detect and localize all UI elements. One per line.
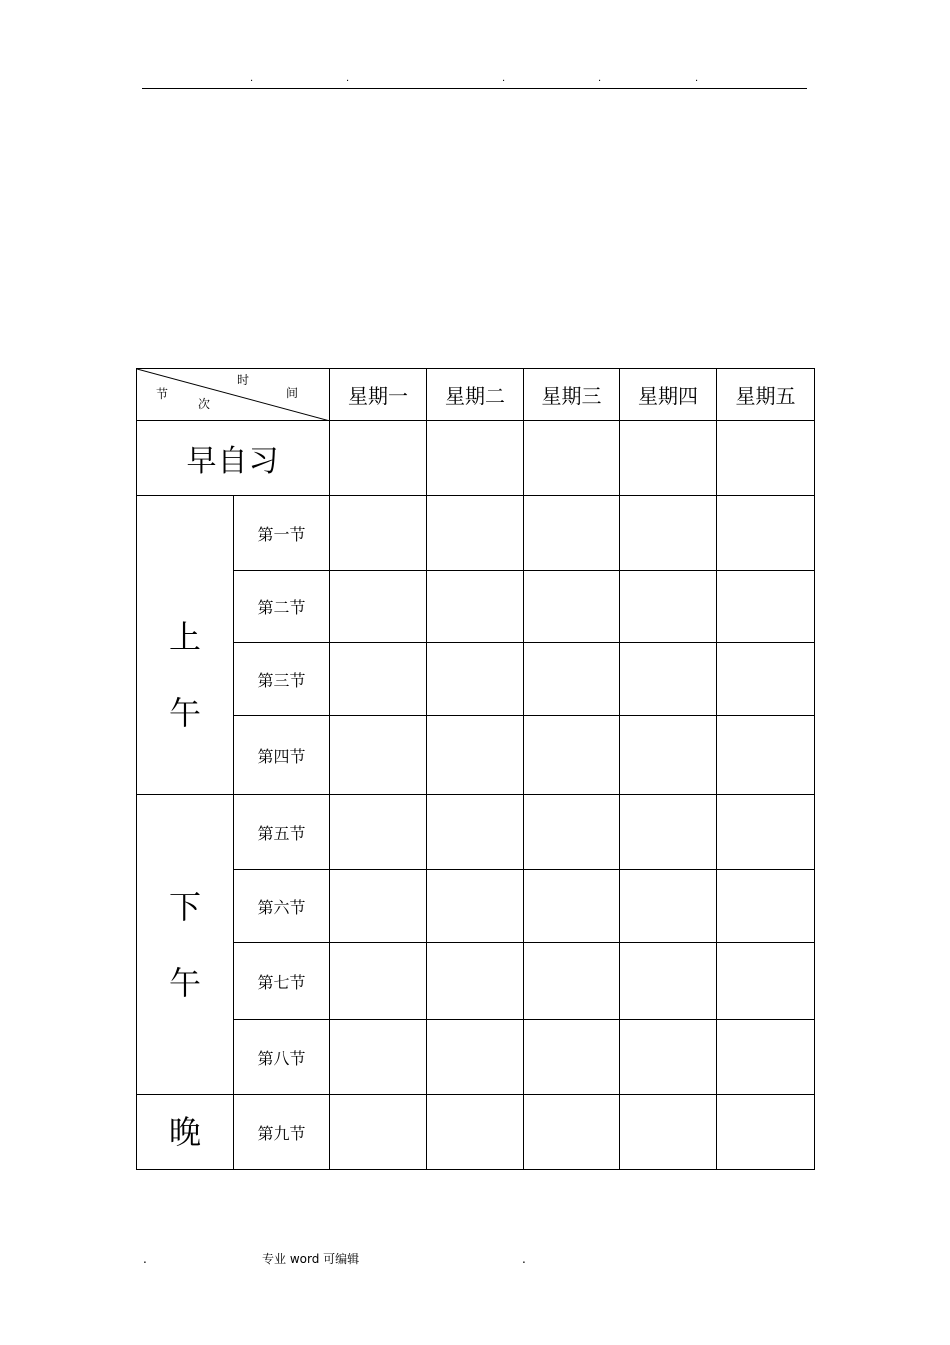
- period-row: [137, 795, 815, 870]
- morning-group-label: [137, 496, 234, 795]
- header-dot: .: [695, 73, 699, 84]
- schedule-cell[interactable]: [427, 870, 524, 943]
- period-label: 第五节: [234, 795, 330, 870]
- period-row: [137, 870, 815, 943]
- schedule-cell[interactable]: [717, 421, 815, 496]
- schedule-cell[interactable]: [330, 421, 427, 496]
- schedule-cell[interactable]: [717, 1020, 815, 1095]
- period-label: 第八节: [234, 1020, 330, 1095]
- schedule-cell[interactable]: [427, 571, 524, 643]
- schedule-cell[interactable]: [620, 643, 717, 716]
- period-label: 第四节: [234, 716, 330, 795]
- schedule-cell[interactable]: [620, 421, 717, 496]
- schedule-cell[interactable]: [330, 643, 427, 716]
- schedule-cell[interactable]: [524, 870, 620, 943]
- footer-left-dot: .: [143, 1252, 147, 1266]
- schedule-cell[interactable]: [427, 496, 524, 571]
- schedule-cell[interactable]: [620, 870, 717, 943]
- period-row: [137, 1095, 815, 1170]
- schedule-cell[interactable]: [427, 421, 524, 496]
- period-row: [137, 571, 815, 643]
- period-label: 第九节: [234, 1095, 330, 1170]
- morning-study-row: [137, 421, 815, 496]
- evening-group-label: [137, 1095, 234, 1170]
- group-char: 下: [168, 887, 201, 926]
- period-row: [137, 496, 815, 571]
- corner-section-char: 次: [198, 397, 211, 411]
- schedule-cell[interactable]: [524, 496, 620, 571]
- period-label: 第七节: [234, 943, 330, 1020]
- schedule-cell[interactable]: [330, 943, 427, 1020]
- schedule-cell[interactable]: [524, 795, 620, 870]
- schedule-cell[interactable]: [330, 795, 427, 870]
- period-row: [137, 716, 815, 795]
- schedule-cell[interactable]: [620, 716, 717, 795]
- header-row: [137, 369, 815, 421]
- schedule-cell[interactable]: [717, 870, 815, 943]
- schedule-cell[interactable]: [717, 795, 815, 870]
- schedule-cell[interactable]: [620, 1020, 717, 1095]
- day-header: 星期一: [330, 369, 427, 421]
- period-label: 第六节: [234, 870, 330, 943]
- schedule-cell[interactable]: [427, 943, 524, 1020]
- schedule-cell[interactable]: [620, 943, 717, 1020]
- corner-time-char: 间: [286, 386, 299, 400]
- schedule-cell[interactable]: [524, 643, 620, 716]
- corner-cell: [137, 369, 330, 421]
- corner-time-char: 时: [237, 373, 250, 387]
- schedule-cell[interactable]: [717, 571, 815, 643]
- schedule-cell[interactable]: [427, 795, 524, 870]
- schedule-cell[interactable]: [427, 643, 524, 716]
- header-dot: .: [598, 73, 602, 84]
- schedule-cell[interactable]: [524, 1020, 620, 1095]
- period-label: 第三节: [234, 643, 330, 716]
- header-dot: .: [346, 73, 350, 84]
- schedule-cell[interactable]: [330, 496, 427, 571]
- schedule-cell[interactable]: [427, 716, 524, 795]
- day-header: 星期二: [427, 369, 524, 421]
- group-char: 上: [168, 618, 201, 656]
- schedule-cell[interactable]: [620, 795, 717, 870]
- group-char: 午: [168, 694, 201, 732]
- period-row: [137, 643, 815, 716]
- schedule-cell[interactable]: [717, 643, 815, 716]
- schedule-cell[interactable]: [524, 421, 620, 496]
- group-char: 晚: [168, 1113, 201, 1151]
- footer-text: 专业 word 可编辑: [262, 1252, 360, 1266]
- day-header: 星期三: [524, 369, 620, 421]
- schedule-cell[interactable]: [620, 496, 717, 571]
- day-header: 星期五: [717, 369, 815, 421]
- schedule-cell[interactable]: [524, 1095, 620, 1170]
- schedule-cell[interactable]: [524, 716, 620, 795]
- schedule-cell[interactable]: [427, 1020, 524, 1095]
- schedule-cell[interactable]: [524, 571, 620, 643]
- afternoon-group-label: [137, 795, 234, 1095]
- schedule-cell[interactable]: [330, 1020, 427, 1095]
- morning-study-label: 早自习: [137, 421, 330, 496]
- header-dot: .: [502, 73, 506, 84]
- day-header: 星期四: [620, 369, 717, 421]
- schedule-cell[interactable]: [524, 943, 620, 1020]
- group-char: 午: [168, 963, 201, 1002]
- schedule-cell[interactable]: [620, 1095, 717, 1170]
- schedule-cell[interactable]: [427, 1095, 524, 1170]
- period-row: [137, 1020, 815, 1095]
- header-rule: [142, 88, 807, 89]
- schedule-cell[interactable]: [330, 1095, 427, 1170]
- period-label: 第一节: [234, 496, 330, 571]
- corner-section-char: 节: [156, 387, 169, 401]
- schedule-cell[interactable]: [330, 571, 427, 643]
- schedule-cell[interactable]: [717, 1095, 815, 1170]
- header-dot: .: [250, 73, 254, 84]
- schedule-cell[interactable]: [330, 870, 427, 943]
- schedule-cell[interactable]: [620, 571, 717, 643]
- schedule-cell[interactable]: [717, 716, 815, 795]
- schedule-cell[interactable]: [717, 943, 815, 1020]
- period-row: [137, 943, 815, 1020]
- footer-right-dot: .: [522, 1252, 526, 1266]
- period-label: 第二节: [234, 571, 330, 643]
- schedule-cell[interactable]: [330, 716, 427, 795]
- timetable: [136, 368, 815, 1170]
- schedule-cell[interactable]: [717, 496, 815, 571]
